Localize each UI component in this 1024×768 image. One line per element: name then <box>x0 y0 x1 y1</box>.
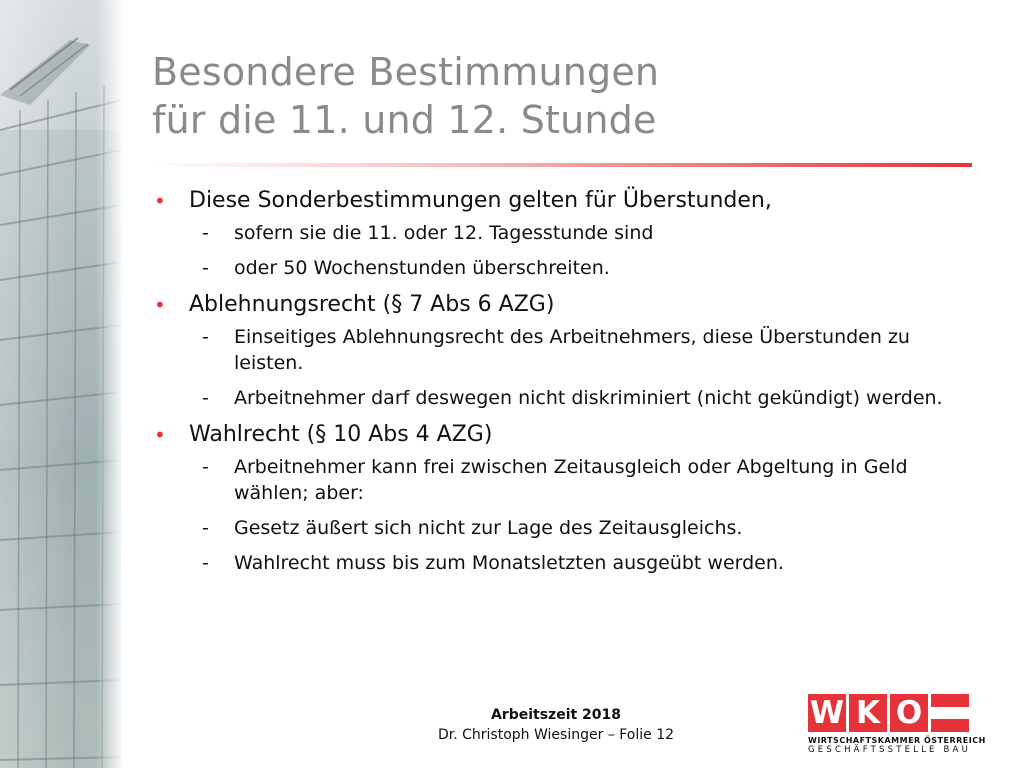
footer-author: Dr. Christoph Wiesinger – Folie 12 <box>437 727 675 743</box>
title-line-2: für die 11. und 12. Stunde <box>152 98 657 142</box>
logo-org-name: WIRTSCHAFTSKAMMER ÖSTERREICH <box>808 736 986 745</box>
bullet-item <box>152 420 982 450</box>
sub-item <box>152 550 982 576</box>
bullet-text: Ablehnungsrecht (§ 7 Abs 6 AZG) <box>189 292 555 317</box>
bullet-icon: • <box>154 189 166 213</box>
title-line-1: Besondere Bestimmungen <box>152 50 660 94</box>
sub-item <box>152 454 982 506</box>
wko-logo <box>808 694 986 756</box>
slide-footer <box>420 705 692 745</box>
sub-item <box>152 385 982 411</box>
sub-item <box>152 515 982 541</box>
sub-text: sofern sie die 11. oder 12. Tagesstunde sind <box>234 222 654 244</box>
bullet-text: Diese Sonderbestimmungen gelten für Überstunden, <box>189 188 772 213</box>
sub-item <box>152 324 982 376</box>
logo-letter-o: O <box>890 694 928 732</box>
dash-icon: - <box>202 222 209 244</box>
footer-title: Arbeitszeit 2018 <box>490 707 622 723</box>
bullet-item <box>152 290 982 320</box>
bullet-group <box>152 420 982 576</box>
bullet-group <box>152 290 982 411</box>
bullet-item <box>152 186 982 216</box>
logo-letter-w: W <box>809 695 845 731</box>
dash-icon: - <box>202 552 209 574</box>
dash-icon: - <box>202 326 209 348</box>
logo-letter-k: K <box>849 694 887 732</box>
sub-text: Arbeitnehmer darf deswegen nicht diskriminiert (nicht gekündigt) werden. <box>234 387 943 409</box>
dash-icon: - <box>202 517 209 539</box>
sub-text: Arbeitnehmer kann frei zwischen Zeitausgleich oder Abgeltung in Geld wählen; aber: <box>234 456 908 504</box>
photo-fade <box>96 0 136 768</box>
austrian-flag-icon <box>931 694 969 732</box>
bullet-list <box>152 186 982 585</box>
dash-icon: - <box>202 257 209 279</box>
bullet-group <box>152 186 982 281</box>
dash-icon: - <box>202 456 209 478</box>
title-divider <box>152 163 972 167</box>
sub-text: Einseitiges Ablehnungsrecht des Arbeitnehmers, diese Überstunden zu leisten. <box>234 326 910 374</box>
sub-text: Gesetz äußert sich nicht zur Lage des Zeitausgleichs. <box>234 517 743 539</box>
sub-text: oder 50 Wochenstunden überschreiten. <box>234 257 610 279</box>
logo-letters <box>808 694 972 732</box>
bullet-text: Wahlrecht (§ 10 Abs 4 AZG) <box>189 422 493 447</box>
bullet-icon: • <box>154 423 166 447</box>
page-title <box>152 48 972 144</box>
sub-item <box>152 255 982 281</box>
dash-icon: - <box>202 387 209 409</box>
bullet-icon: • <box>154 293 166 317</box>
sub-text: Wahlrecht muss bis zum Monatsletzten ausgeübt werden. <box>234 552 784 574</box>
sub-item <box>152 220 982 246</box>
logo-office-name: GESCHÄFTSSTELLE BAU <box>808 745 971 755</box>
